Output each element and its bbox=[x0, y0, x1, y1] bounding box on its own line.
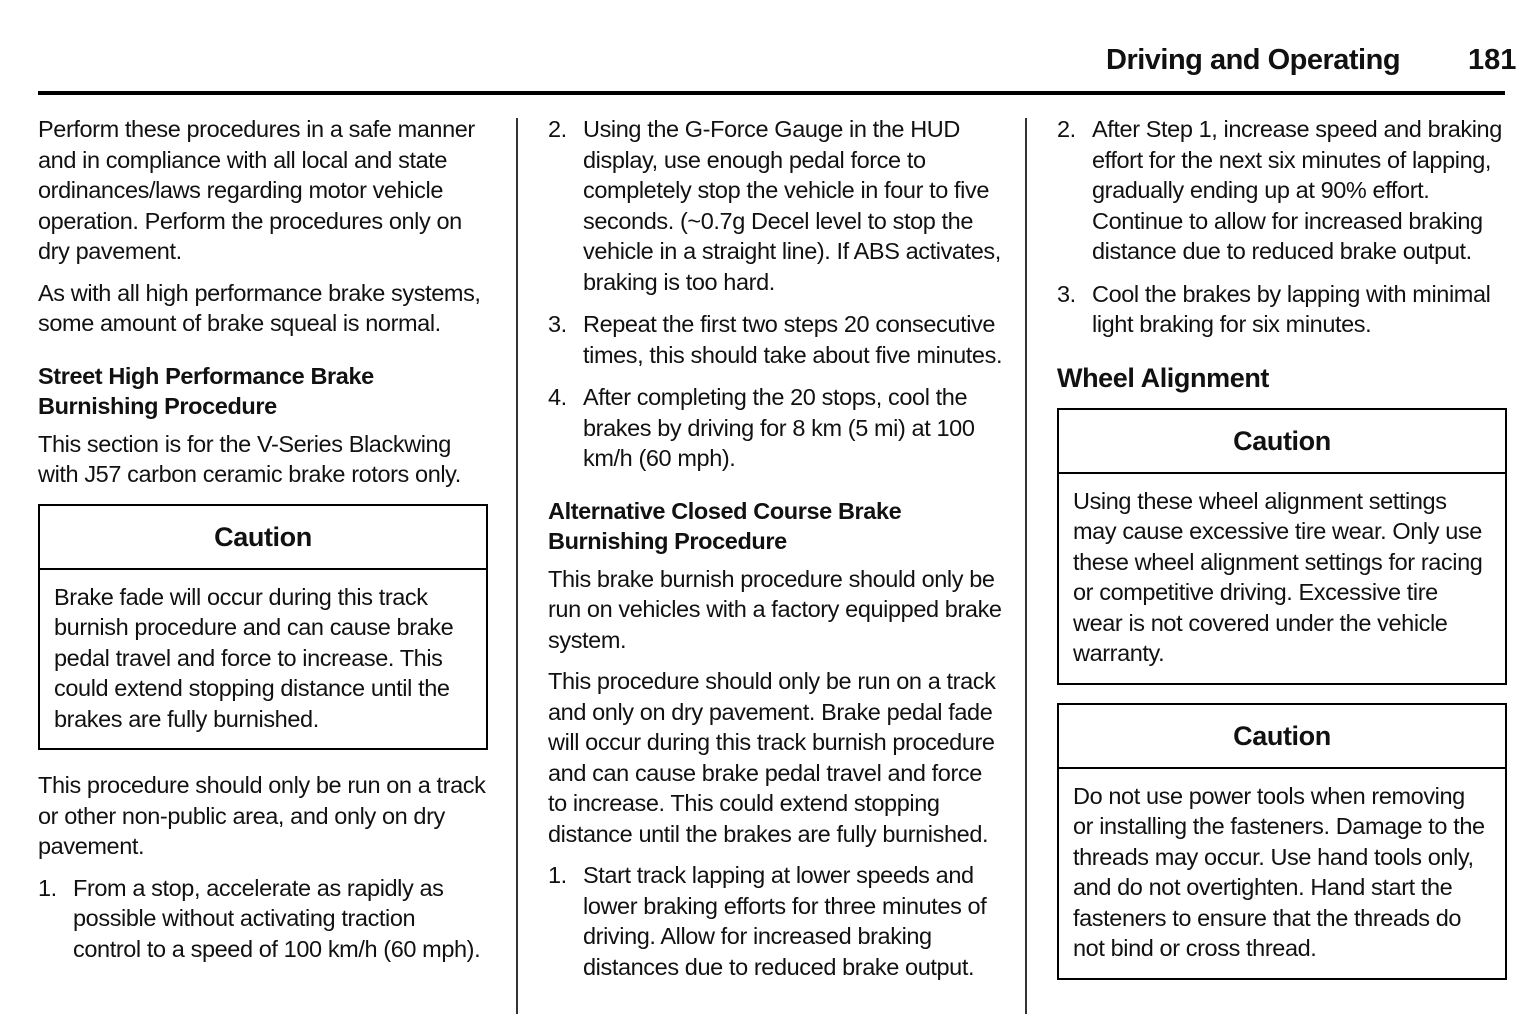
steps-list bbox=[548, 114, 1003, 474]
step-number: 2. bbox=[548, 116, 567, 142]
caution-box bbox=[1057, 703, 1507, 980]
intro-paragraph: As with all high performance brake systems, some amount of brake squeal is normal. bbox=[38, 279, 481, 336]
section-title: Driving and Operating bbox=[1106, 44, 1401, 76]
section-heading: Alternative Closed Course Brake Burnishing Procedure bbox=[548, 497, 902, 554]
list-item bbox=[38, 873, 488, 965]
step-text: Cool the brakes by lapping with minimal light braking for six minutes. bbox=[1092, 280, 1491, 337]
list-item bbox=[548, 860, 1003, 982]
step-number: 1. bbox=[38, 874, 57, 901]
caution-text: Brake fade will occur during this track burnish procedure and can cause brake pedal travel and force to increase. This could extend stopping distance until the brakes are fully burnished. bbox=[54, 583, 454, 732]
steps-list bbox=[1057, 114, 1507, 340]
column-2 bbox=[548, 114, 1003, 994]
list-item bbox=[1057, 114, 1507, 267]
column-divider bbox=[516, 118, 518, 1014]
caution-text: Do not use power tools when removing or installing the fasteners. Damage to the threads may occur. Use hand tools only, and do not overtighten. Hand start the fasteners to ensure that the threads do not bind or cross thread. bbox=[1073, 782, 1485, 961]
header-rule bbox=[38, 91, 1505, 95]
step-text: Using the G-Force Gauge in the HUD display, use enough pedal force to completely stop the vehicle in four to five seconds. (~0.7g Decel level to stop the vehicle in a straight line). If ABS activates, braking is too hard. bbox=[583, 116, 1001, 295]
caution-box bbox=[38, 504, 488, 751]
paragraph: This procedure should only be run on a track and only on dry pavement. Brake pedal fade will occur during this track burnish procedure and can cause brake pedal travel and force to increase. This could extend stopping distance until the brakes are fully burnished. bbox=[548, 668, 996, 847]
page-number: 181 bbox=[1468, 44, 1517, 76]
step-number: 4. bbox=[548, 384, 567, 410]
step-number: 3. bbox=[1057, 280, 1076, 307]
steps-list bbox=[38, 873, 488, 965]
steps-list bbox=[548, 860, 1003, 982]
paragraph: This brake burnish procedure should only be run on vehicles with a factory equipped brake system. bbox=[548, 565, 1002, 653]
intro-paragraph: Perform these procedures in a safe manner and in compliance with all local and state ordinances/laws regarding motor vehicle operation. Perform the procedures only on dry pavement. bbox=[38, 116, 475, 264]
list-item bbox=[548, 114, 1003, 297]
step-number: 3. bbox=[548, 311, 567, 337]
step-text: Repeat the first two steps 20 consecutive times, this should take about five minutes. bbox=[583, 311, 1003, 368]
column-divider bbox=[1025, 118, 1027, 1014]
list-item bbox=[548, 309, 1003, 370]
step-text: From a stop, accelerate as rapidly as possible without activating traction control to a speed of 100 km/h (60 mph). bbox=[73, 874, 481, 962]
list-item bbox=[548, 382, 1003, 474]
step-text: Start track lapping at lower speeds and lower braking efforts for three minutes of driving. Allow for increased braking distances due to reduced brake output. bbox=[583, 862, 987, 980]
column-1 bbox=[38, 114, 488, 976]
caution-title: Caution bbox=[40, 506, 486, 570]
step-number: 2. bbox=[1057, 116, 1076, 142]
caution-box bbox=[1057, 408, 1507, 685]
caution-title: Caution bbox=[1059, 410, 1505, 474]
step-number: 1. bbox=[548, 862, 567, 888]
section-heading: Wheel Alignment bbox=[1057, 362, 1270, 393]
caution-title: Caution bbox=[1059, 705, 1505, 769]
list-item bbox=[1057, 279, 1507, 340]
procedure-note: This procedure should only be run on a track or other non-public area, and only on dry pavement. bbox=[38, 772, 486, 859]
section-heading: Street High Performance Brake Burnishing Procedure bbox=[38, 362, 374, 419]
caution-text: Using these wheel alignment settings may cause excessive tire wear. Only use these wheel alignment settings for racing or competitive driving. Excessive tire wear is not covered under the vehicle warranty. bbox=[1073, 487, 1483, 666]
column-3 bbox=[1057, 114, 1507, 992]
step-text: After Step 1, increase speed and braking effort for the next six minutes of lapping, gradually ending up at 90% effort. Continue to allow for increased braking distance due to reduced brake output. bbox=[1092, 116, 1502, 264]
section-note: This section is for the V-Series Blackwing with J57 carbon ceramic brake rotors only. bbox=[38, 430, 461, 487]
step-text: After completing the 20 stops, cool the brakes by driving for 8 km (5 mi) at 100 km/h (60 mph). bbox=[583, 384, 975, 471]
